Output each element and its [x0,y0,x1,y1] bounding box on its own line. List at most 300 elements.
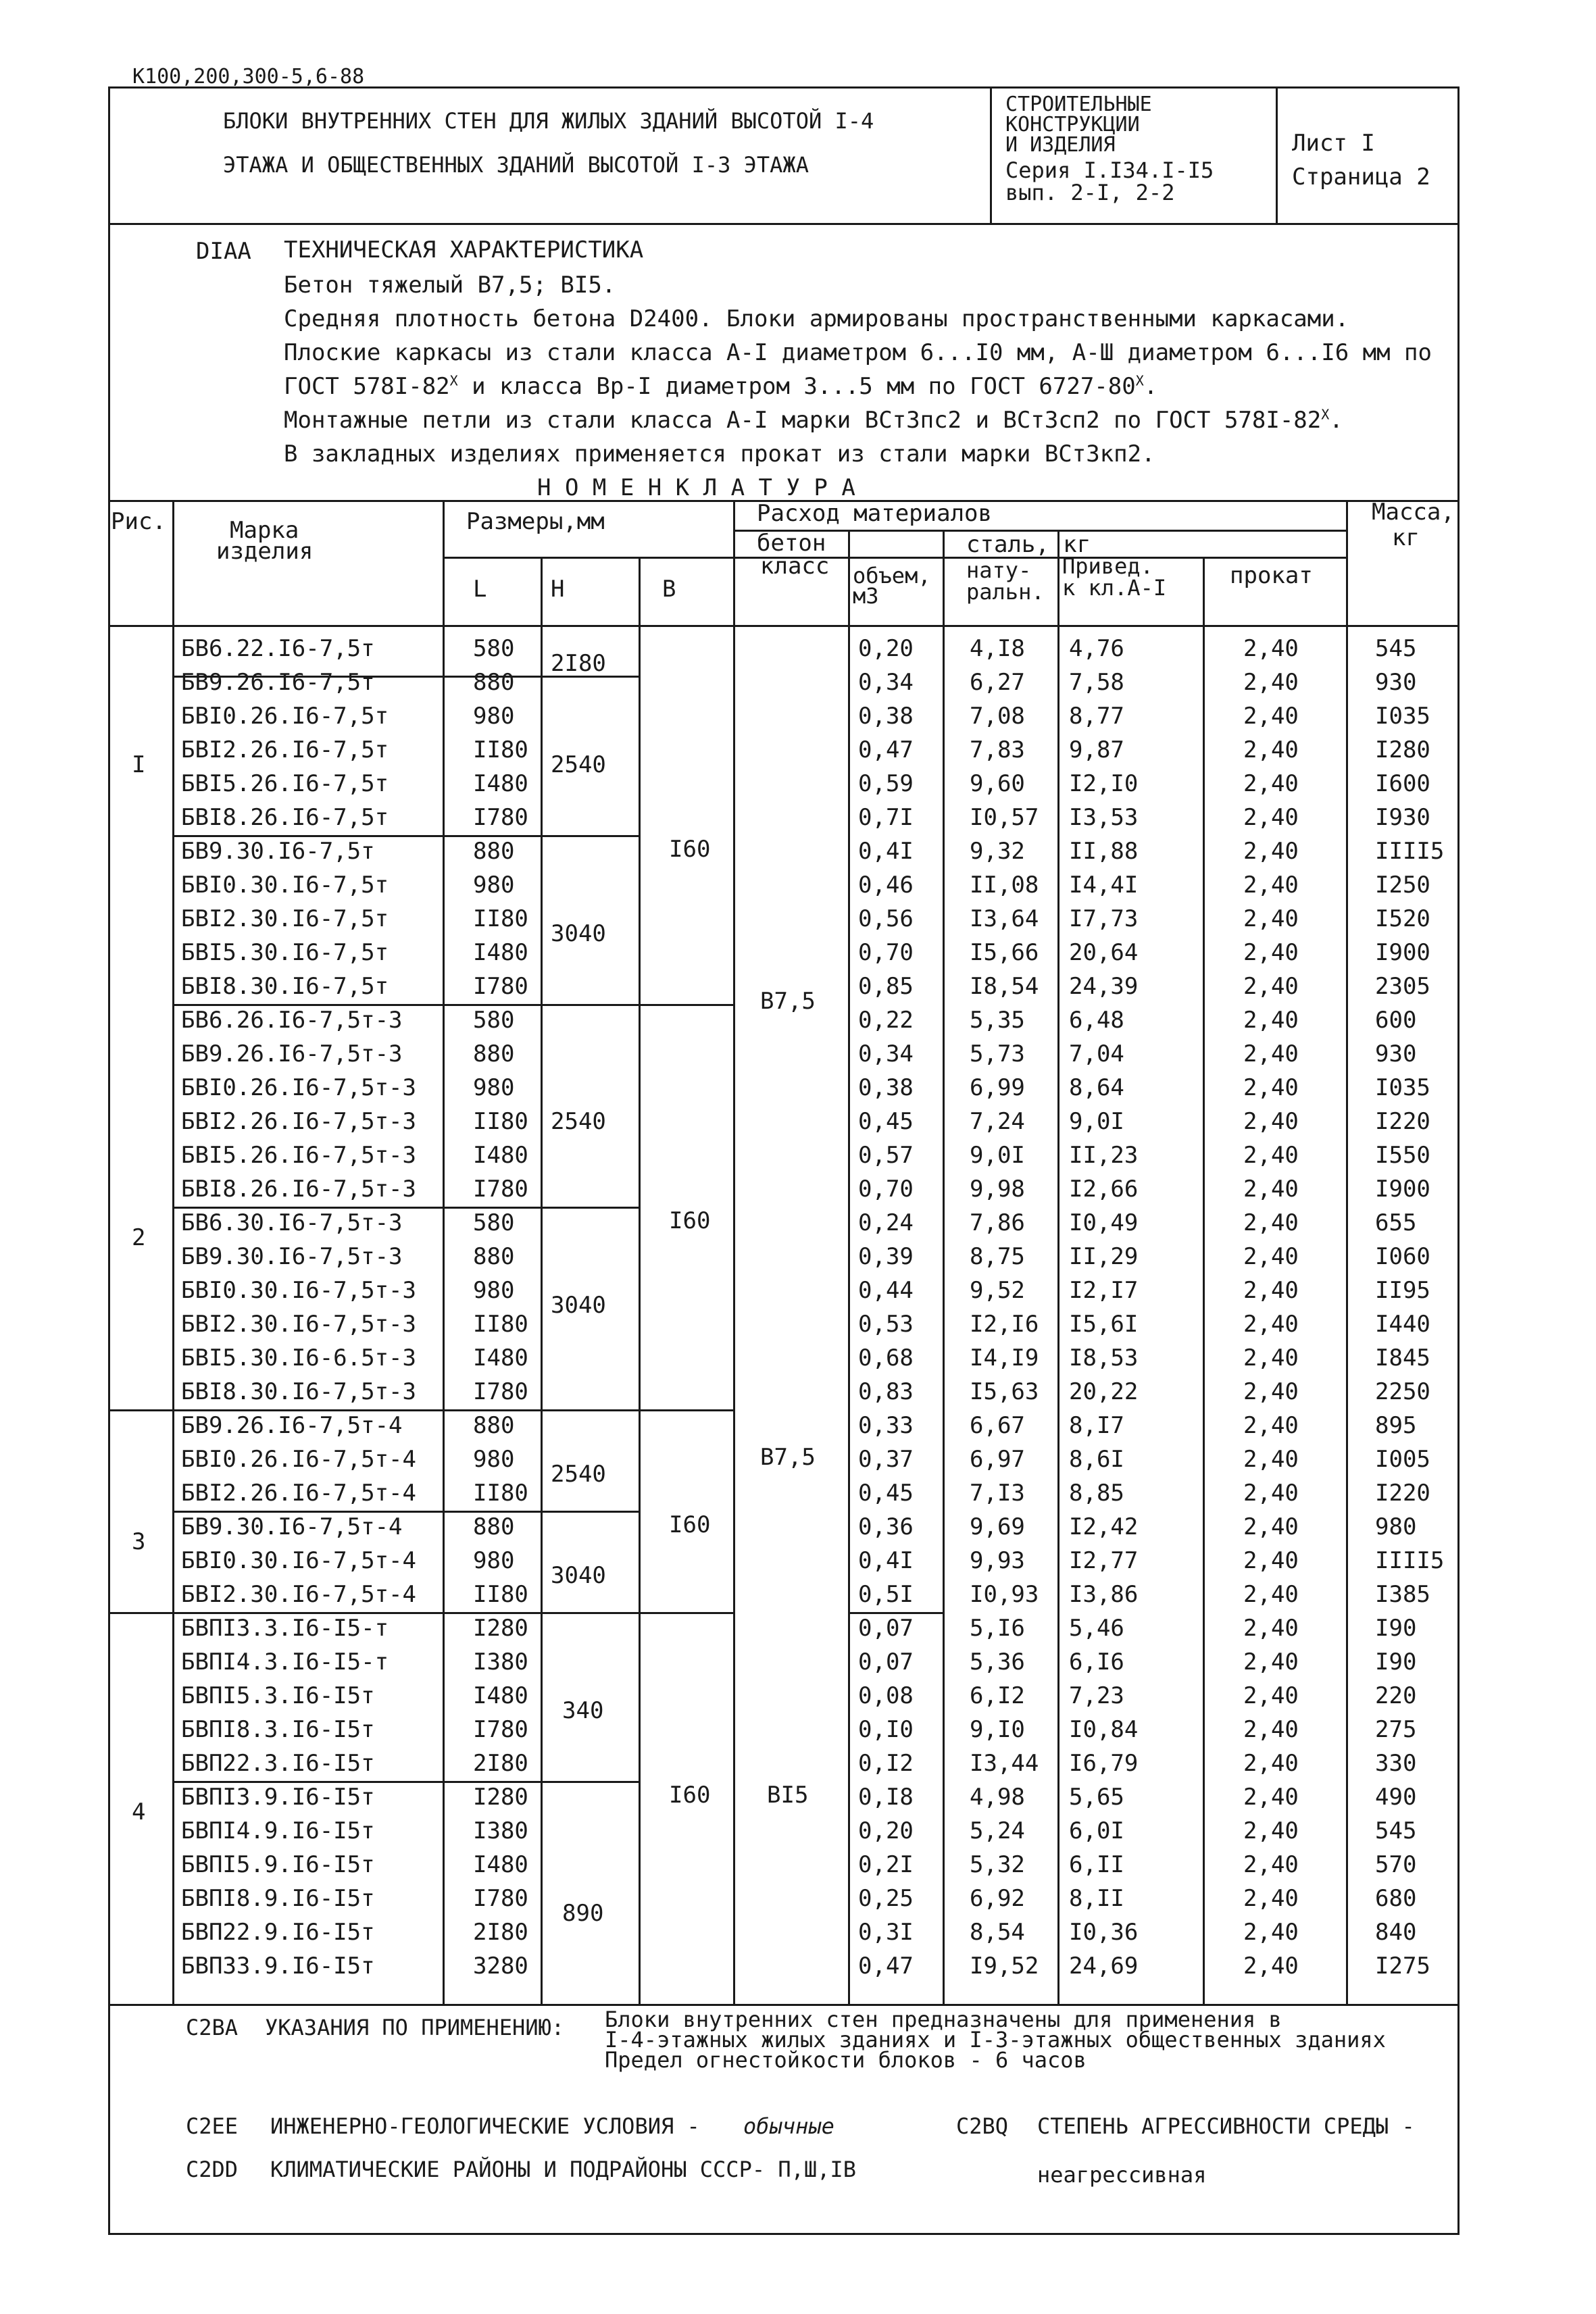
row-volume: 0,44 [858,1277,914,1304]
row-volume: 0,20 [858,1817,914,1844]
row-steel-reduced: 8,77 [1069,703,1124,730]
row-steel-natural: 6,97 [970,1446,1025,1473]
row-volume: 0,34 [858,1040,914,1067]
row-length: II80 [473,1311,528,1338]
row-mark: БВI8.30.I6-7,5т [181,973,389,1000]
header-mark: Марка [230,517,299,544]
subgroup-line-e [172,1781,639,1783]
row-steel-natural: 9,52 [970,1277,1025,1304]
row-volume: 0,22 [858,1007,914,1034]
row-steel-natural: 4,98 [970,1784,1025,1811]
header-mark-2: изделия [216,538,314,565]
row-steel-reduced: 8,64 [1069,1074,1124,1101]
row-length: II80 [473,736,528,763]
row-steel-reduced: 5,65 [1069,1784,1124,1811]
row-mass: I550 [1375,1142,1430,1169]
row-steel-reduced: 9,0I [1069,1108,1124,1135]
header-mass-unit: кг [1392,524,1420,551]
row-mass: 980 [1375,1513,1417,1540]
usage-text-2: I-4-этажных жилых зданиях и I-3-этажных общественных зданиях [605,2027,1386,2053]
row-mark: БВПI8.3.I6-I5т [181,1716,375,1743]
series-line3: И ИЗДЕЛИЯ [1005,133,1116,157]
row-mass: I900 [1375,1176,1430,1203]
row-length: I480 [473,1682,528,1709]
row-mark: БВП22.3.I6-I5т [181,1750,375,1777]
tech-line5 [284,407,1343,434]
row-steel-reduced: 20,64 [1069,939,1139,966]
header-fig: Рис. [111,508,166,535]
header-class: класс [760,553,830,580]
row-volume: 0,20 [858,635,914,662]
row-mass: 275 [1375,1716,1417,1743]
row-mass: I385 [1375,1581,1430,1608]
page-number: Страница 2 [1292,164,1430,191]
row-volume: 0,4I [858,838,914,865]
row-steel-reduced: 7,58 [1069,669,1124,696]
row-steel-natural: 9,I0 [970,1716,1025,1743]
row-steel-natural: I2,I6 [970,1311,1039,1338]
row-steel-reduced: I7,73 [1069,905,1139,932]
tech-line5-part1: Монтажные петли из стали класса А-I марки ВСт3пс2 и ВСт3сп2 по ГОСТ 578I-82 [284,407,1322,434]
row-length: 2I80 [473,1919,528,1946]
aggr-value: неагрессивная [1037,2162,1207,2188]
row-mass: 600 [1375,1007,1417,1034]
row-mass: 930 [1375,669,1417,696]
row-steel-reduced: 6,I6 [1069,1649,1124,1676]
fig-number: 3 [132,1528,146,1555]
tech-title: ТЕХНИЧЕСКАЯ ХАРАКТЕРИСТИКА [284,236,644,263]
row-length: 880 [473,838,515,865]
row-mark: БВI2.30.I6-7,5т-3 [181,1311,416,1338]
row-mass: I90 [1375,1649,1417,1676]
row-mass: 570 [1375,1851,1417,1878]
row-length: 980 [473,872,515,899]
row-mark: БВПI3.9.I6-I5т [181,1784,375,1811]
row-steel-natural: 7,08 [970,703,1025,730]
row-steel-natural: 8,54 [970,1919,1025,1946]
row-volume: 0,38 [858,1074,914,1101]
row-rolled: 2,40 [1243,1615,1299,1642]
row-rolled: 2,40 [1243,1682,1299,1709]
row-mass: 490 [1375,1784,1417,1811]
col-line-mark [443,500,445,2004]
row-length: I480 [473,770,528,797]
row-volume: 0,83 [858,1378,914,1405]
group-sep-3 [108,1612,733,1614]
height-value: 3040 [551,1562,606,1589]
row-rolled: 2,40 [1243,973,1299,1000]
header-mass: Масса, [1372,499,1455,526]
row-mass: 2250 [1375,1378,1430,1405]
row-mark: БВПI5.9.I6-I5т [181,1851,375,1878]
col-line-L [541,557,543,2004]
row-mass: I520 [1375,905,1430,932]
row-mark: БВI0.30.I6-7,5т-4 [181,1547,416,1574]
row-volume: 0,08 [858,1682,914,1709]
row-mark: БВ9.26.I6-7,5т-4 [181,1412,403,1439]
row-volume: 0,7I [858,804,914,831]
row-volume: 0,46 [858,872,914,899]
aggr-code: С2ВQ [956,2113,1009,2139]
row-length: I280 [473,1784,528,1811]
row-steel-natural: I3,44 [970,1750,1039,1777]
row-rolled: 2,40 [1243,1784,1299,1811]
row-rolled: 2,40 [1243,1851,1299,1878]
row-rolled: 2,40 [1243,1344,1299,1372]
header-divider-2 [1276,86,1278,223]
row-steel-natural: I8,54 [970,973,1039,1000]
row-steel-reduced: I4,4I [1069,872,1139,899]
row-volume: 0,5I [858,1581,914,1608]
row-rolled: 2,40 [1243,1142,1299,1169]
height-value: 340 [562,1697,604,1724]
row-length: I780 [473,1716,528,1743]
header-volume: объем, [853,563,931,588]
row-steel-natural: 7,86 [970,1209,1025,1236]
usage-text-3: Предел огнестойкости блоков - 6 часов [605,2047,1087,2073]
row-steel-reduced: 20,22 [1069,1378,1139,1405]
row-rolled: 2,40 [1243,1412,1299,1439]
tech-line4-part1: ГОСТ 578I-82 [284,373,450,400]
row-mass: 2305 [1375,973,1430,1000]
climate-label: КЛИМАТИЧЕСКИЕ РАЙОНЫ И ПОДРАЙОНЫ СССР- П,Ш,IВ [270,2157,856,2182]
row-mass: I035 [1375,703,1430,730]
row-steel-natural: I0,57 [970,804,1039,831]
row-steel-reduced: I2,77 [1069,1547,1139,1574]
row-steel-reduced: II,23 [1069,1142,1139,1169]
row-length: II80 [473,1108,528,1135]
row-rolled: 2,40 [1243,838,1299,865]
row-mass: 545 [1375,1817,1417,1844]
row-mass: I930 [1375,804,1430,831]
row-mass: I275 [1375,1953,1430,1980]
row-steel-reduced: II,29 [1069,1243,1139,1270]
row-steel-natural: 9,69 [970,1513,1025,1540]
row-steel-natural: 5,I6 [970,1615,1025,1642]
row-steel-natural: I9,52 [970,1953,1039,1980]
row-mark: БВI0.26.I6-7,5т-4 [181,1446,416,1473]
row-volume: 0,39 [858,1243,914,1270]
row-length: II80 [473,905,528,932]
row-length: 880 [473,669,515,696]
row-steel-reduced: I5,6I [1069,1311,1139,1338]
row-mark: БВ6.30.I6-7,5т-3 [181,1209,403,1236]
row-rolled: 2,40 [1243,1953,1299,1980]
row-volume: 0,4I [858,1547,914,1574]
row-steel-reduced: 6,48 [1069,1007,1124,1034]
row-rolled: 2,40 [1243,1311,1299,1338]
row-length: I380 [473,1817,528,1844]
row-steel-natural: 5,73 [970,1040,1025,1067]
row-volume: 0,85 [858,973,914,1000]
row-steel-reduced: I0,84 [1069,1716,1139,1743]
row-mark: БВ6.22.I6-7,5т [181,635,375,662]
col-line-fig [172,500,174,2004]
row-steel-natural: 5,35 [970,1007,1025,1034]
row-mark: БВI8.30.I6-7,5т-3 [181,1378,416,1405]
row-mass: I845 [1375,1344,1430,1372]
row-mass: I280 [1375,736,1430,763]
row-volume: 0,45 [858,1480,914,1507]
header-H: Н [551,576,565,603]
row-volume: 0,57 [858,1142,914,1169]
row-mark: БВ6.26.I6-7,5т-3 [181,1007,403,1034]
row-rolled: 2,40 [1243,1885,1299,1912]
header-materials: Расход материалов [757,500,992,527]
row-volume: 0,47 [858,736,914,763]
row-mark: БВ9.30.I6-7,5т [181,838,375,865]
climate-code: С2DD [186,2157,239,2182]
group-sep-2 [108,1409,733,1411]
row-mass: I005 [1375,1446,1430,1473]
height-value: 2540 [551,1108,606,1135]
series-number: Серия I.I34.I-I5 [1005,157,1214,183]
col-line-red [1203,557,1205,2004]
width-value: I60 [669,836,711,863]
row-length: II80 [473,1480,528,1507]
row-length: I780 [473,973,528,1000]
row-length: I280 [473,1615,528,1642]
row-volume: 0,56 [858,905,914,932]
header-natural-2: ральн. [966,579,1045,605]
header-title-line1: БЛОКИ ВНУТРЕННИХ СТЕН ДЛЯ ЖИЛЫХ ЗДАНИЙ ВЫСОТОЙ I-4 [223,108,874,134]
row-steel-natural: 5,36 [970,1649,1025,1676]
row-steel-natural: 7,I3 [970,1480,1025,1507]
row-volume: 0,3I [858,1919,914,1946]
row-steel-reduced: I3,53 [1069,804,1139,831]
row-steel-reduced: I2,I7 [1069,1277,1139,1304]
height-value: 2540 [551,1461,606,1488]
row-mark: БВI5.30.I6-7,5т [181,939,389,966]
row-rolled: 2,40 [1243,1074,1299,1101]
row-mass: I90 [1375,1615,1417,1642]
row-rolled: 2,40 [1243,1209,1299,1236]
usage-code: С2ВА [186,2015,239,2040]
row-mass: 545 [1375,635,1417,662]
aggr-label: СТЕПЕНЬ АГРЕССИВНОСТИ СРЕДЫ - [1037,2113,1415,2139]
row-steel-reduced: I0,36 [1069,1919,1139,1946]
row-steel-natural: 7,24 [970,1108,1025,1135]
row-steel-reduced: II,88 [1069,838,1139,865]
row-volume: 0,07 [858,1615,914,1642]
row-mass: 840 [1375,1919,1417,1946]
row-steel-reduced: 24,39 [1069,973,1139,1000]
row-volume: 0,I0 [858,1716,914,1743]
row-mark: БВI2.30.I6-7,5т [181,905,389,932]
row-volume: 0,24 [858,1209,914,1236]
row-mass: IIII5 [1375,1547,1445,1574]
row-rolled: 2,40 [1243,669,1299,696]
row-mass: I440 [1375,1311,1430,1338]
row-rolled: 2,40 [1243,1108,1299,1135]
row-steel-natural: 6,92 [970,1885,1025,1912]
header-B: В [662,576,676,603]
row-rolled: 2,40 [1243,1378,1299,1405]
row-steel-natural: 4,I8 [970,635,1025,662]
row-volume: 0,36 [858,1513,914,1540]
row-rolled: 2,40 [1243,736,1299,763]
row-rolled: 2,40 [1243,1243,1299,1270]
tech-line6: В закладных изделиях применяется прокат из стали марки ВСт3кп2. [284,441,1155,468]
row-steel-natural: 6,27 [970,669,1025,696]
row-volume: 0,47 [858,1953,914,1980]
row-mass: I035 [1375,1074,1430,1101]
row-rolled: 2,40 [1243,1007,1299,1034]
row-mark: БВI5.26.I6-7,5т-3 [181,1142,416,1169]
row-mass: 895 [1375,1412,1417,1439]
row-length: 980 [473,1074,515,1101]
row-mass: I900 [1375,939,1430,966]
subgroup-line-d [172,1511,639,1513]
group-sep-1 [172,1004,733,1006]
col-line-mass [1346,500,1348,2004]
row-length: 3280 [473,1953,528,1980]
row-rolled: 2,40 [1243,1480,1299,1507]
document-code: К100,200,300-5,6-88 [132,65,365,89]
row-mark: БВП33.9.I6-I5т [181,1953,375,1980]
row-steel-natural: I5,66 [970,939,1039,966]
row-volume: 0,33 [858,1412,914,1439]
row-mark: БВI8.26.I6-7,5т-3 [181,1176,416,1203]
row-rolled: 2,40 [1243,1716,1299,1743]
concrete-class: В7,5 [760,1444,816,1471]
usage-text-1: Блоки внутренних стен предназначены для применения в [605,2007,1282,2032]
height-value: 2I80 [551,650,606,677]
row-length: 880 [473,1412,515,1439]
row-length: 580 [473,1007,515,1034]
row-volume: 0,70 [858,1176,914,1203]
row-mass: I600 [1375,770,1430,797]
row-rolled: 2,40 [1243,770,1299,797]
header-sizes: Размеры,мм [466,508,605,535]
row-rolled: 2,40 [1243,1817,1299,1844]
row-mark: БВI0.30.I6-7,5т-3 [181,1277,416,1304]
row-steel-natural: 9,60 [970,770,1025,797]
table-bottom-line [108,2004,1460,2006]
subgroup-line-b [172,835,639,837]
row-volume: 0,25 [858,1885,914,1912]
row-mass: 930 [1375,1040,1417,1067]
table-header-bottom [108,625,1460,627]
height-value: 3040 [551,920,606,947]
header-divider-1 [990,86,992,223]
row-mark: БВI0.26.I6-7,5т [181,703,389,730]
header-natural: нату- [966,557,1032,583]
row-steel-natural: I5,63 [970,1378,1039,1405]
row-steel-natural: II,08 [970,872,1039,899]
tech-sup-x: X [449,372,458,389]
row-steel-natural: I4,I9 [970,1344,1039,1372]
row-steel-reduced: 6,II [1069,1851,1124,1878]
row-rolled: 2,40 [1243,1547,1299,1574]
row-length: 880 [473,1513,515,1540]
row-mass: 680 [1375,1885,1417,1912]
row-length: 980 [473,703,515,730]
row-length: 880 [473,1243,515,1270]
row-mark: БВПI8.9.I6-I5т [181,1885,375,1912]
row-length: I480 [473,1142,528,1169]
row-rolled: 2,40 [1243,635,1299,662]
row-steel-reduced: I2,I0 [1069,770,1139,797]
row-steel-natural: 8,75 [970,1243,1025,1270]
geo-label: ИНЖЕНЕРНО-ГЕОЛОГИЧЕСКИЕ УСЛОВИЯ - [270,2113,700,2139]
row-steel-natural: 5,32 [970,1851,1025,1878]
header-reduced: Привед. [1062,553,1153,579]
row-steel-reduced: 8,6I [1069,1446,1124,1473]
row-rolled: 2,40 [1243,1919,1299,1946]
subgroup-line-c [172,1207,639,1209]
row-mass: I060 [1375,1243,1430,1270]
row-rolled: 2,40 [1243,804,1299,831]
row-volume: 0,68 [858,1344,914,1372]
row-steel-natural: 9,32 [970,838,1025,865]
row-length: I480 [473,939,528,966]
table-header-line-3 [443,557,1346,559]
width-value: I60 [669,1511,711,1538]
tech-code: DIAA [196,238,251,265]
height-value: 3040 [551,1292,606,1319]
concrete-class: ВI5 [767,1782,809,1809]
col-line-B [733,500,735,2004]
row-volume: 0,70 [858,939,914,966]
row-length: I780 [473,1176,528,1203]
header-volume-unit: м3 [853,583,879,609]
row-mass: I220 [1375,1108,1430,1135]
geo-code: С2ЕЕ [186,2113,239,2139]
row-volume: 0,53 [858,1311,914,1338]
row-length: I380 [473,1649,528,1676]
row-rolled: 2,40 [1243,872,1299,899]
row-mark: БВI2.26.I6-7,5т [181,736,389,763]
row-mark: БВ9.30.I6-7,5т-3 [181,1243,403,1270]
row-steel-natural: 9,0I [970,1142,1025,1169]
row-mark: БВ9.26.I6-7,5т [181,669,375,696]
header-steel: сталь, кг [966,531,1091,558]
tech-sup-x: X [1135,372,1144,389]
row-length: 2I80 [473,1750,528,1777]
row-mass: 220 [1375,1682,1417,1709]
row-mass: II95 [1375,1277,1430,1304]
row-length: 580 [473,635,515,662]
row-rolled: 2,40 [1243,1446,1299,1473]
geo-value: обычные [743,2113,834,2139]
col-line-class [848,530,850,2004]
header-bottom-line [108,223,1460,225]
usage-label: УКАЗАНИЯ ПО ПРИМЕНЕНИЮ: [265,2015,565,2040]
row-mass: IIII5 [1375,838,1445,865]
row-mark: БВI5.26.I6-7,5т [181,770,389,797]
row-length: 980 [473,1277,515,1304]
series-line1: СТРОИТЕЛЬНЫЕ [1005,93,1152,116]
row-volume: 0,34 [858,669,914,696]
tech-line5-part2: . [1329,407,1343,434]
row-mark: БВI2.26.I6-7,5т-4 [181,1480,416,1507]
row-volume: 0,37 [858,1446,914,1473]
row-mass: 655 [1375,1209,1417,1236]
row-mark: БВI2.30.I6-7,5т-4 [181,1581,416,1608]
row-mark: БВ9.30.I6-7,5т-4 [181,1513,403,1540]
fig-number: 4 [132,1799,146,1826]
tech-line3: Плоские каркасы из стали класса А-I диаметром 6...I0 мм, А-Ш диаметром 6...I6 мм по [284,339,1432,366]
row-volume: 0,45 [858,1108,914,1135]
row-mark: БВI0.26.I6-7,5т-3 [181,1074,416,1101]
row-length: I780 [473,1885,528,1912]
row-mass: 330 [1375,1750,1417,1777]
row-rolled: 2,40 [1243,939,1299,966]
tech-line4 [284,373,1157,400]
row-volume: 0,2I [858,1851,914,1878]
row-steel-natural: 9,98 [970,1176,1025,1203]
